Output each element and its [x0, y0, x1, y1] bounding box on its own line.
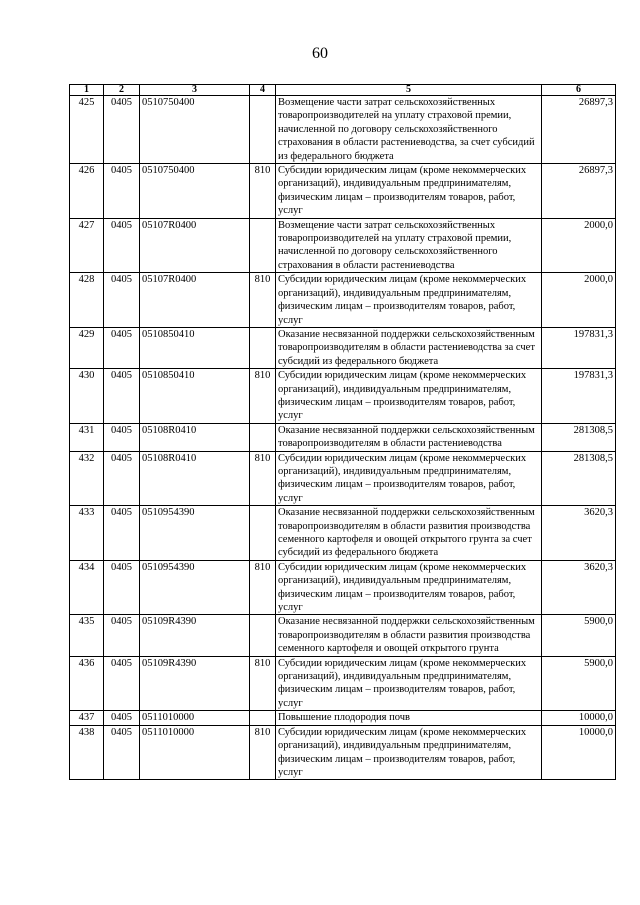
target-article-code: 05108R0410	[140, 423, 250, 451]
amount: 26897,3	[542, 96, 616, 164]
row-number: 434	[70, 560, 104, 615]
expense-type-code: 810	[250, 725, 276, 780]
section-code: 0405	[104, 725, 140, 780]
header-col-1: 1	[70, 85, 104, 96]
row-number: 435	[70, 615, 104, 656]
section-code: 0405	[104, 711, 140, 725]
section-code: 0405	[104, 423, 140, 451]
amount: 2000,0	[542, 273, 616, 328]
amount: 281308,5	[542, 451, 616, 506]
section-code: 0405	[104, 506, 140, 561]
section-code: 0405	[104, 218, 140, 273]
section-code: 0405	[104, 164, 140, 219]
target-article-code: 05108R0410	[140, 451, 250, 506]
row-number: 437	[70, 711, 104, 725]
table-row	[70, 164, 616, 219]
table-row	[70, 656, 616, 711]
table-row	[70, 369, 616, 424]
amount: 3620,3	[542, 506, 616, 561]
amount: 10000,0	[542, 711, 616, 725]
section-code: 0405	[104, 451, 140, 506]
row-number: 432	[70, 451, 104, 506]
table-row	[70, 560, 616, 615]
target-article-code: 0510750400	[140, 164, 250, 219]
target-article-code: 0510954390	[140, 560, 250, 615]
item-name: Возмещение части затрат сельскохозяйственных товаропроизводителей на уплату страховой премии, начисленной по договору сельскохозяйственного страхования в области растениеводства, за счет субсидий из федерального бюджета	[276, 96, 542, 164]
row-number: 436	[70, 656, 104, 711]
section-code: 0405	[104, 369, 140, 424]
target-article-code: 0511010000	[140, 725, 250, 780]
item-name: Оказание несвязанной поддержки сельскохозяйственным товаропроизводителям в области растениеводства	[276, 423, 542, 451]
expense-type-code: 810	[250, 451, 276, 506]
target-article-code: 05107R0400	[140, 218, 250, 273]
row-number: 430	[70, 369, 104, 424]
target-article-code: 0510954390	[140, 506, 250, 561]
section-code: 0405	[104, 615, 140, 656]
section-code: 0405	[104, 96, 140, 164]
item-name: Субсидии юридическим лицам (кроме некоммерческих организаций), индивидуальным предпринимателям, физическим лицам – производителям товаров, работ, услуг	[276, 164, 542, 219]
target-article-code: 0511010000	[140, 711, 250, 725]
expense-type-code	[250, 96, 276, 164]
header-row	[70, 85, 616, 96]
table-row	[70, 96, 616, 164]
table-row	[70, 218, 616, 273]
row-number: 431	[70, 423, 104, 451]
expense-type-code	[250, 711, 276, 725]
row-number: 433	[70, 506, 104, 561]
amount: 2000,0	[542, 218, 616, 273]
expense-type-code: 810	[250, 369, 276, 424]
header-col-5: 5	[276, 85, 542, 96]
item-name: Субсидии юридическим лицам (кроме некоммерческих организаций), индивидуальным предпринимателям, физическим лицам – производителям товаров, работ, услуг	[276, 451, 542, 506]
table-row	[70, 506, 616, 561]
item-name: Субсидии юридическим лицам (кроме некоммерческих организаций), индивидуальным предпринимателям, физическим лицам – производителям товаров, работ, услуг	[276, 656, 542, 711]
row-number: 426	[70, 164, 104, 219]
item-name: Субсидии юридическим лицам (кроме некоммерческих организаций), индивидуальным предпринимателям, физическим лицам – производителям товаров, работ, услуг	[276, 560, 542, 615]
target-article-code: 0510850410	[140, 369, 250, 424]
amount: 197831,3	[542, 327, 616, 368]
amount: 5900,0	[542, 615, 616, 656]
row-number: 429	[70, 327, 104, 368]
table-row	[70, 725, 616, 780]
expense-type-code	[250, 423, 276, 451]
item-name: Оказание несвязанной поддержки сельскохозяйственным товаропроизводителям в области растениеводства за счет субсидий из федерального бюджета	[276, 327, 542, 368]
table-row	[70, 327, 616, 368]
section-code: 0405	[104, 273, 140, 328]
expense-type-code: 810	[250, 273, 276, 328]
row-number: 425	[70, 96, 104, 164]
table-row	[70, 273, 616, 328]
expense-type-code: 810	[250, 560, 276, 615]
item-name: Возмещение части затрат сельскохозяйственных товаропроизводителей на уплату страховой премии, начисленной по договору сельскохозяйственного страхования в области растениеводства	[276, 218, 542, 273]
amount: 10000,0	[542, 725, 616, 780]
budget-table	[69, 84, 616, 780]
expense-type-code	[250, 506, 276, 561]
table-row	[70, 451, 616, 506]
row-number: 438	[70, 725, 104, 780]
row-number: 428	[70, 273, 104, 328]
section-code: 0405	[104, 656, 140, 711]
header-col-2: 2	[104, 85, 140, 96]
item-name: Субсидии юридическим лицам (кроме некоммерческих организаций), индивидуальным предпринимателям, физическим лицам – производителям товаров, работ, услуг	[276, 273, 542, 328]
expense-type-code: 810	[250, 164, 276, 219]
amount: 5900,0	[542, 656, 616, 711]
target-article-code: 0510750400	[140, 96, 250, 164]
page-number: 60	[312, 45, 328, 62]
header-col-4: 4	[250, 85, 276, 96]
table-row	[70, 423, 616, 451]
section-code: 0405	[104, 327, 140, 368]
target-article-code: 05109R4390	[140, 656, 250, 711]
item-name: Субсидии юридическим лицам (кроме некоммерческих организаций), индивидуальным предпринимателям, физическим лицам – производителям товаров, работ, услуг	[276, 725, 542, 780]
table-row	[70, 711, 616, 725]
target-article-code: 05107R0400	[140, 273, 250, 328]
table-row	[70, 615, 616, 656]
expense-type-code	[250, 615, 276, 656]
header-col-6: 6	[542, 85, 616, 96]
target-article-code: 05109R4390	[140, 615, 250, 656]
item-name: Субсидии юридическим лицам (кроме некоммерческих организаций), индивидуальным предпринимателям, физическим лицам – производителям товаров, работ, услуг	[276, 369, 542, 424]
amount: 3620,3	[542, 560, 616, 615]
amount: 197831,3	[542, 369, 616, 424]
row-number: 427	[70, 218, 104, 273]
header-col-3: 3	[140, 85, 250, 96]
amount: 26897,3	[542, 164, 616, 219]
item-name: Оказание несвязанной поддержки сельскохозяйственным товаропроизводителям в области развития производства семенного картофеля и овощей открытого грунта за счет субсидий из федерального бюджета	[276, 506, 542, 561]
item-name: Повышение плодородия почв	[276, 711, 542, 725]
expense-type-code	[250, 218, 276, 273]
expense-type-code: 810	[250, 656, 276, 711]
target-article-code: 0510850410	[140, 327, 250, 368]
item-name: Оказание несвязанной поддержки сельскохозяйственным товаропроизводителям в области развития производства семенного картофеля и овощей открытого грунта	[276, 615, 542, 656]
section-code: 0405	[104, 560, 140, 615]
expense-type-code	[250, 327, 276, 368]
amount: 281308,5	[542, 423, 616, 451]
